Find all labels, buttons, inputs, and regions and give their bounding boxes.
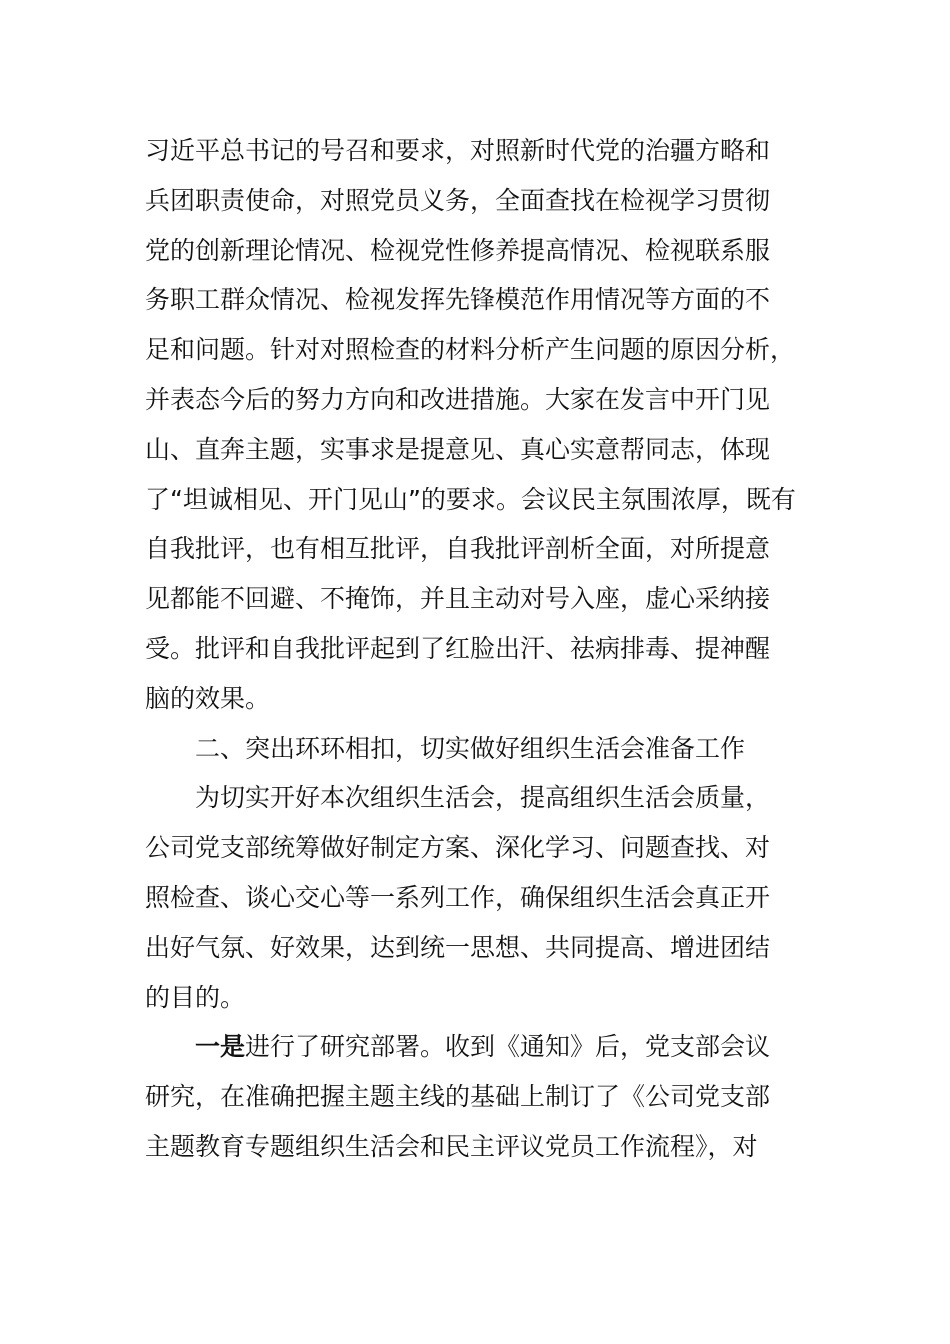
text-line: 足和问题。针对对照检查的材料分析产生问题的原因分析， [145,335,796,365]
text-line: 脑的效果。 [145,683,271,713]
text-line: 见都能不回避、不掩饰，并且主动对号入座，虚心采纳接 [145,584,771,614]
text-line: 山、直奔主题，实事求是提意见、真心实意帮同志，体现 [145,434,771,464]
text-line: 并表态今后的努力方向和改进措施。大家在发言中开门见 [145,384,771,414]
text-line: 兵团职责使命，对照党员义务，全面查找在检视学习贯彻 [145,185,771,215]
text-line: 习近平总书记的号召和要求，对照新时代党的治疆方略和 [145,136,771,165]
body-text [145,126,810,1172]
text-line: 了“坦诚相见、开门见山”的要求。会议民主氛围浓厚，既有 [145,484,796,514]
text-line: 受。批评和自我批评起到了红脸出汗、祛病排毒、提神醒 [145,633,771,663]
text-line: 公司党支部统筹做好制定方案、深化学习、问题查找、对 [145,833,771,863]
text-line: 的目的。 [145,982,246,1012]
text-run: 进行了研究部署。收到《通知》后，党支部会议 [245,1032,771,1062]
section-heading: 二、突出环环相扣，切实做好组织生活会准备工作 [195,733,746,763]
text-line: 出好气氛、好效果，达到统一思想、共同提高、增进团结 [145,932,771,962]
text-line: 为切实开好本次组织生活会，提高组织生活会质量， [195,783,771,813]
text-line: 党的创新理论情况、检视党性修养提高情况、检视联系服 [145,235,771,265]
text-line: 务职工群众情况、检视发挥先锋模范作用情况等方面的不 [145,285,771,315]
text-line: 研究，在准确把握主题主线的基础上制订了《公司党支部 [145,1082,771,1112]
lead-term: 一是 [195,1032,246,1062]
text-line: 主题教育专题组织生活会和民主评议党员工作流程》，对 [145,1131,758,1161]
text-line: 照检查、谈心交心等一系列工作，确保组织生活会真正开 [145,882,771,912]
text-line: 自我批评，也有相互批评，自我批评剖析全面，对所提意 [145,534,771,564]
text-line [145,1022,810,1072]
